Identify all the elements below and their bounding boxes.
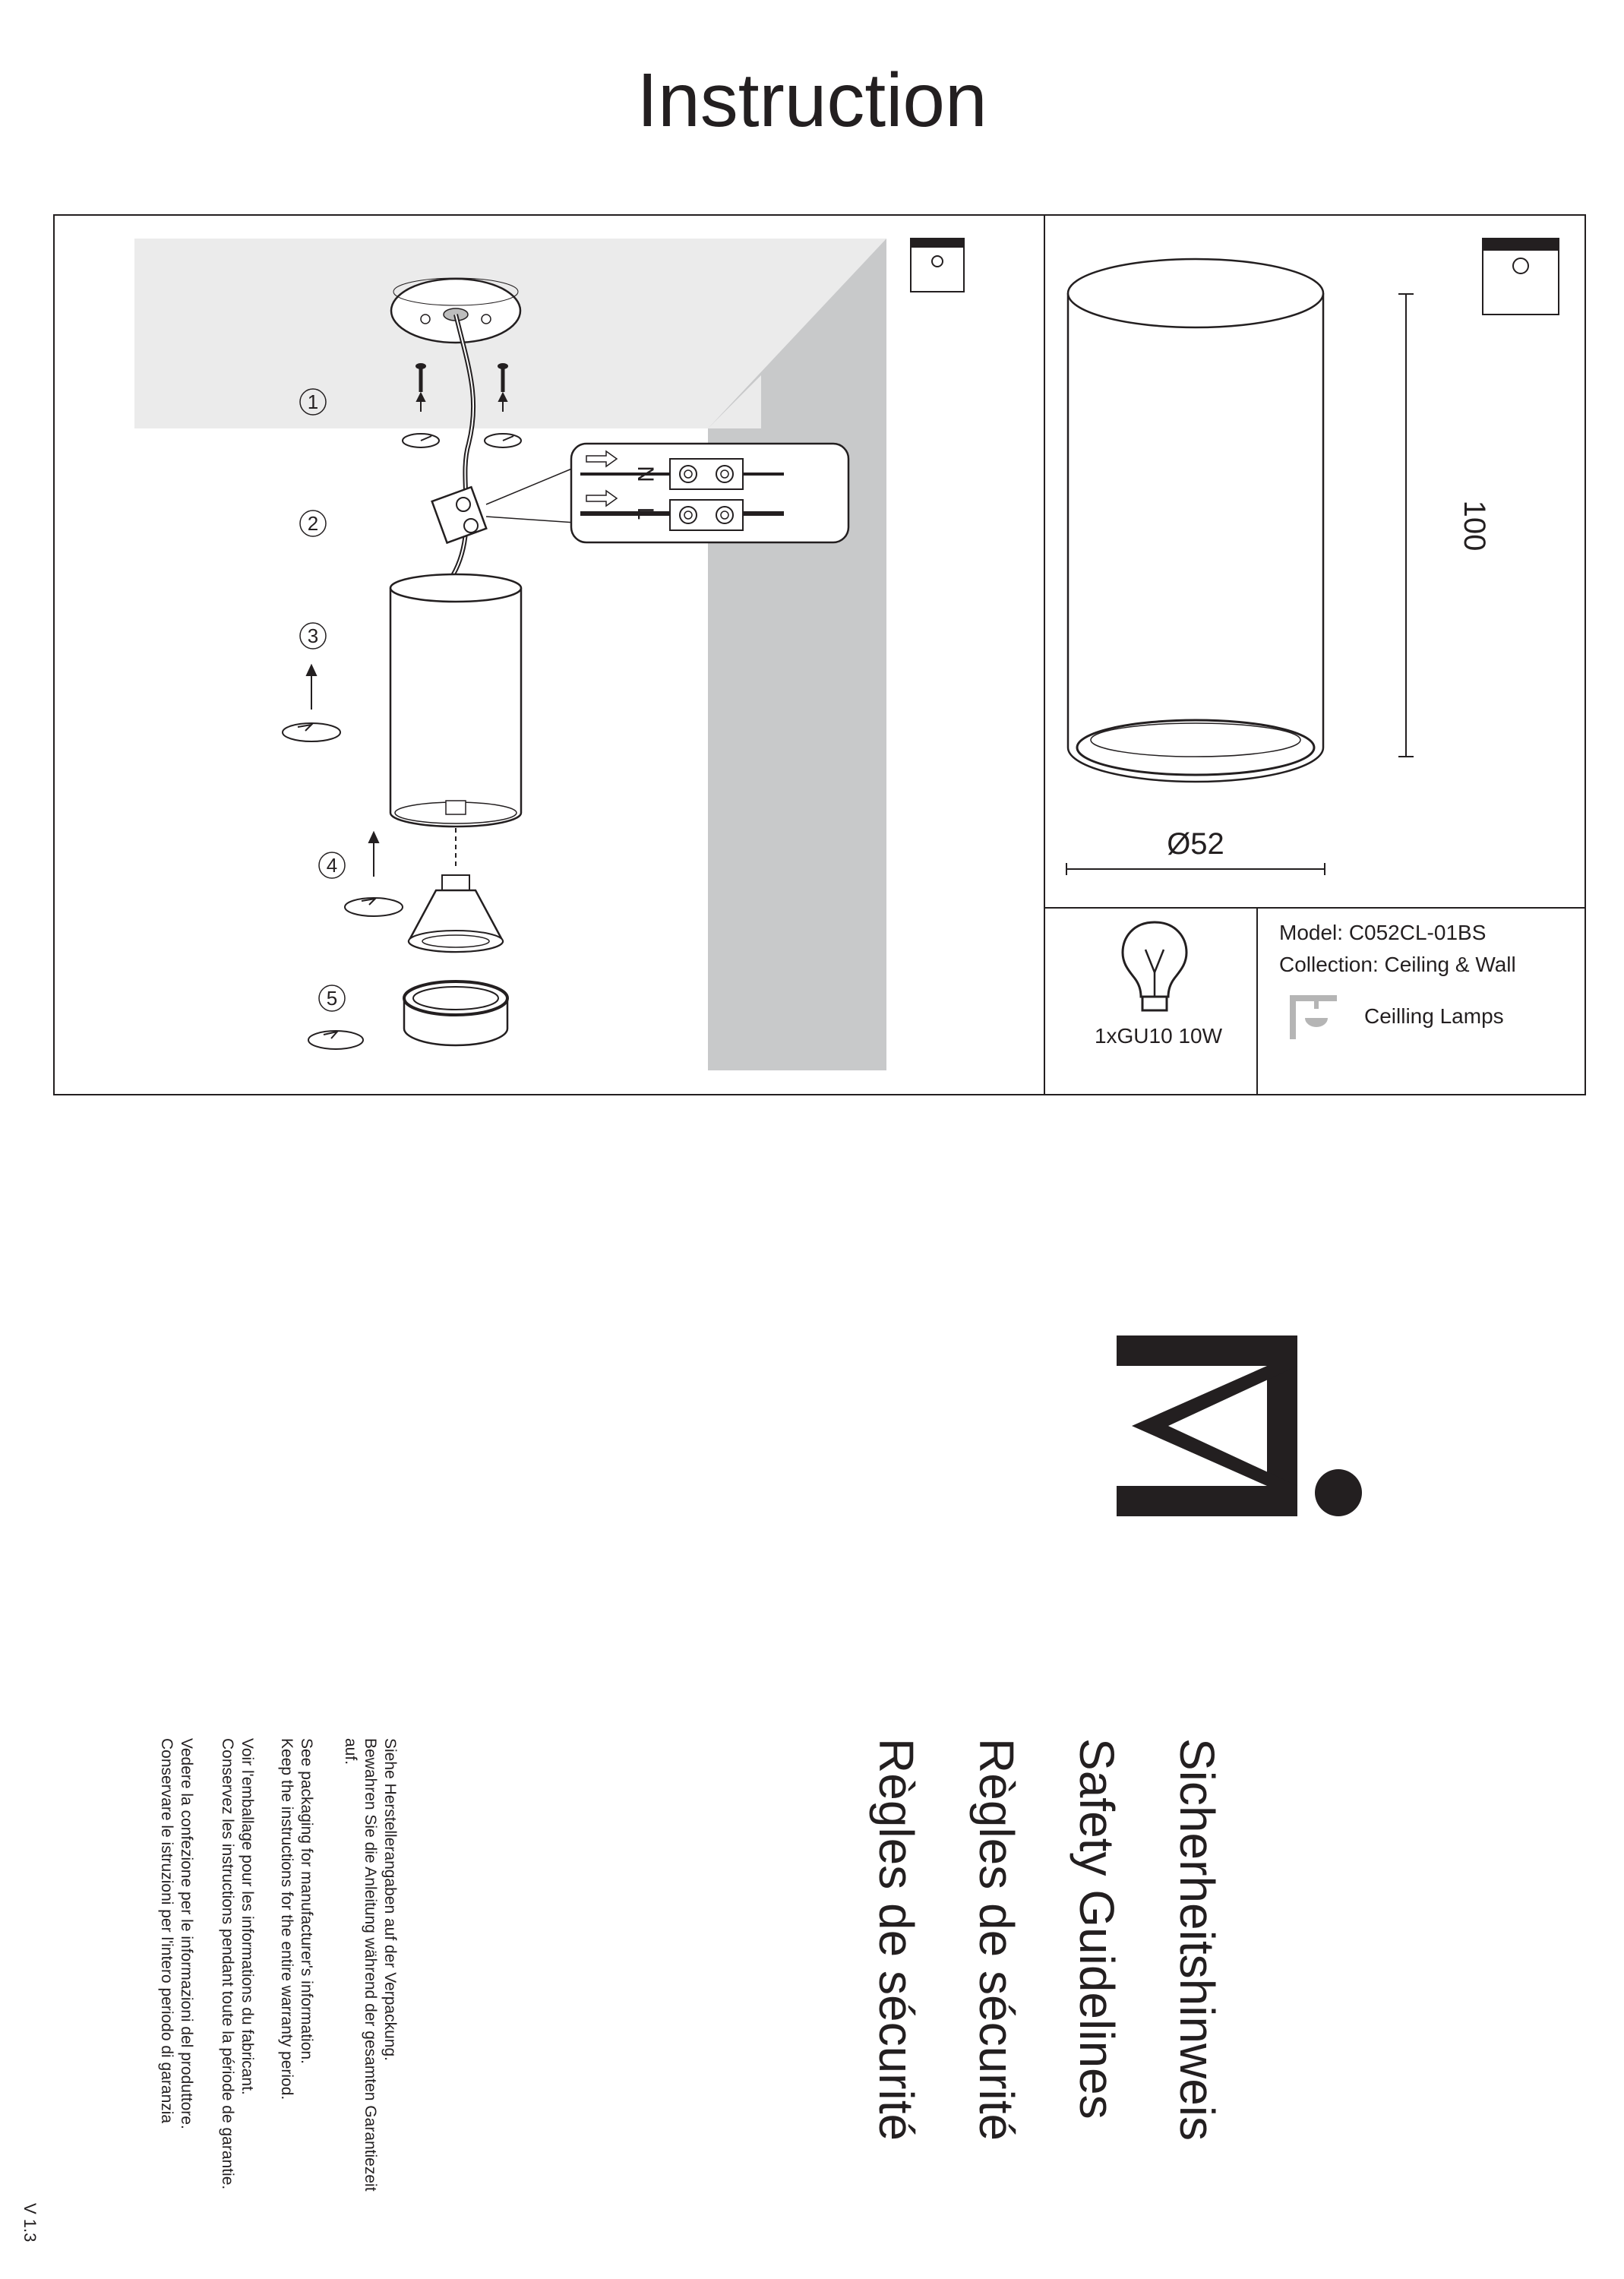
category-text: Ceilling Lamps: [1364, 1004, 1504, 1028]
step-number: 1: [307, 390, 319, 413]
wire-label-neutral: N: [633, 466, 658, 482]
lamp-outline: [1068, 259, 1323, 782]
ceiling-mount-icon: [911, 239, 964, 292]
collection-text: Collection: Ceiling & Wall: [1279, 953, 1516, 976]
diameter-dimension: Ø52: [1167, 827, 1224, 861]
height-dimension: 100: [1458, 500, 1491, 552]
dimension-drawing: [1045, 216, 1586, 906]
page-title: Instruction: [637, 58, 987, 143]
ceiling-lamp-icon: [1288, 994, 1341, 1041]
terminal-block: [432, 487, 487, 542]
version-label: V 1.3: [21, 2203, 39, 2243]
bulb-icon: [1117, 916, 1193, 1015]
ceiling-mount-icon: [1483, 239, 1559, 315]
step-number: 4: [326, 854, 338, 877]
frame-divider: [1044, 907, 1586, 909]
safety-note-en: See packaging for manufacturer's information. Keep the instructions for the entire warranty period.: [278, 1738, 315, 2100]
safety-heading-de: Sicherheitshinweis: [1170, 1738, 1224, 2142]
step-number: 5: [326, 987, 338, 1010]
safety-heading-en: Safety Guidelines: [1070, 1738, 1124, 2119]
wire-label-live: L: [633, 507, 658, 520]
safety-note-fr: Voir l'emballage pour les informations du fabricant. Conservez les instructions pendant toute la période de garantie.: [219, 1738, 256, 2190]
safety-heading-fr-2: Règles de sécurité: [869, 1738, 924, 2142]
step-number: 2: [307, 512, 319, 535]
step-number: 3: [307, 624, 319, 647]
safety-note-de: Siehe Herstellerangaben auf der Verpackung. Bewahren Sie die Anleitung während der gesamten Garantiezeit auf.: [342, 1738, 399, 2192]
safety-heading-fr: Règles de sécurité: [969, 1738, 1024, 2142]
installation-diagram: [55, 216, 1042, 1094]
frame-divider: [1256, 907, 1258, 1094]
safety-note-it: Vedere la confezione per le informazioni del produttore. Conservare le istruzioni per l'intero periodo di garanzia: [158, 1738, 195, 2129]
lamp-spec: 1xGU10 10W: [1094, 1024, 1223, 1048]
model-text: Model: C052CL-01BS: [1279, 921, 1487, 944]
decor-ring: [404, 981, 507, 1045]
mounting-plate: [391, 278, 520, 343]
wiring-detail: [571, 444, 848, 542]
gu10-bulb: [409, 875, 503, 952]
brand-logo-icon: [1117, 1335, 1367, 1518]
lamp-body: [390, 574, 521, 869]
